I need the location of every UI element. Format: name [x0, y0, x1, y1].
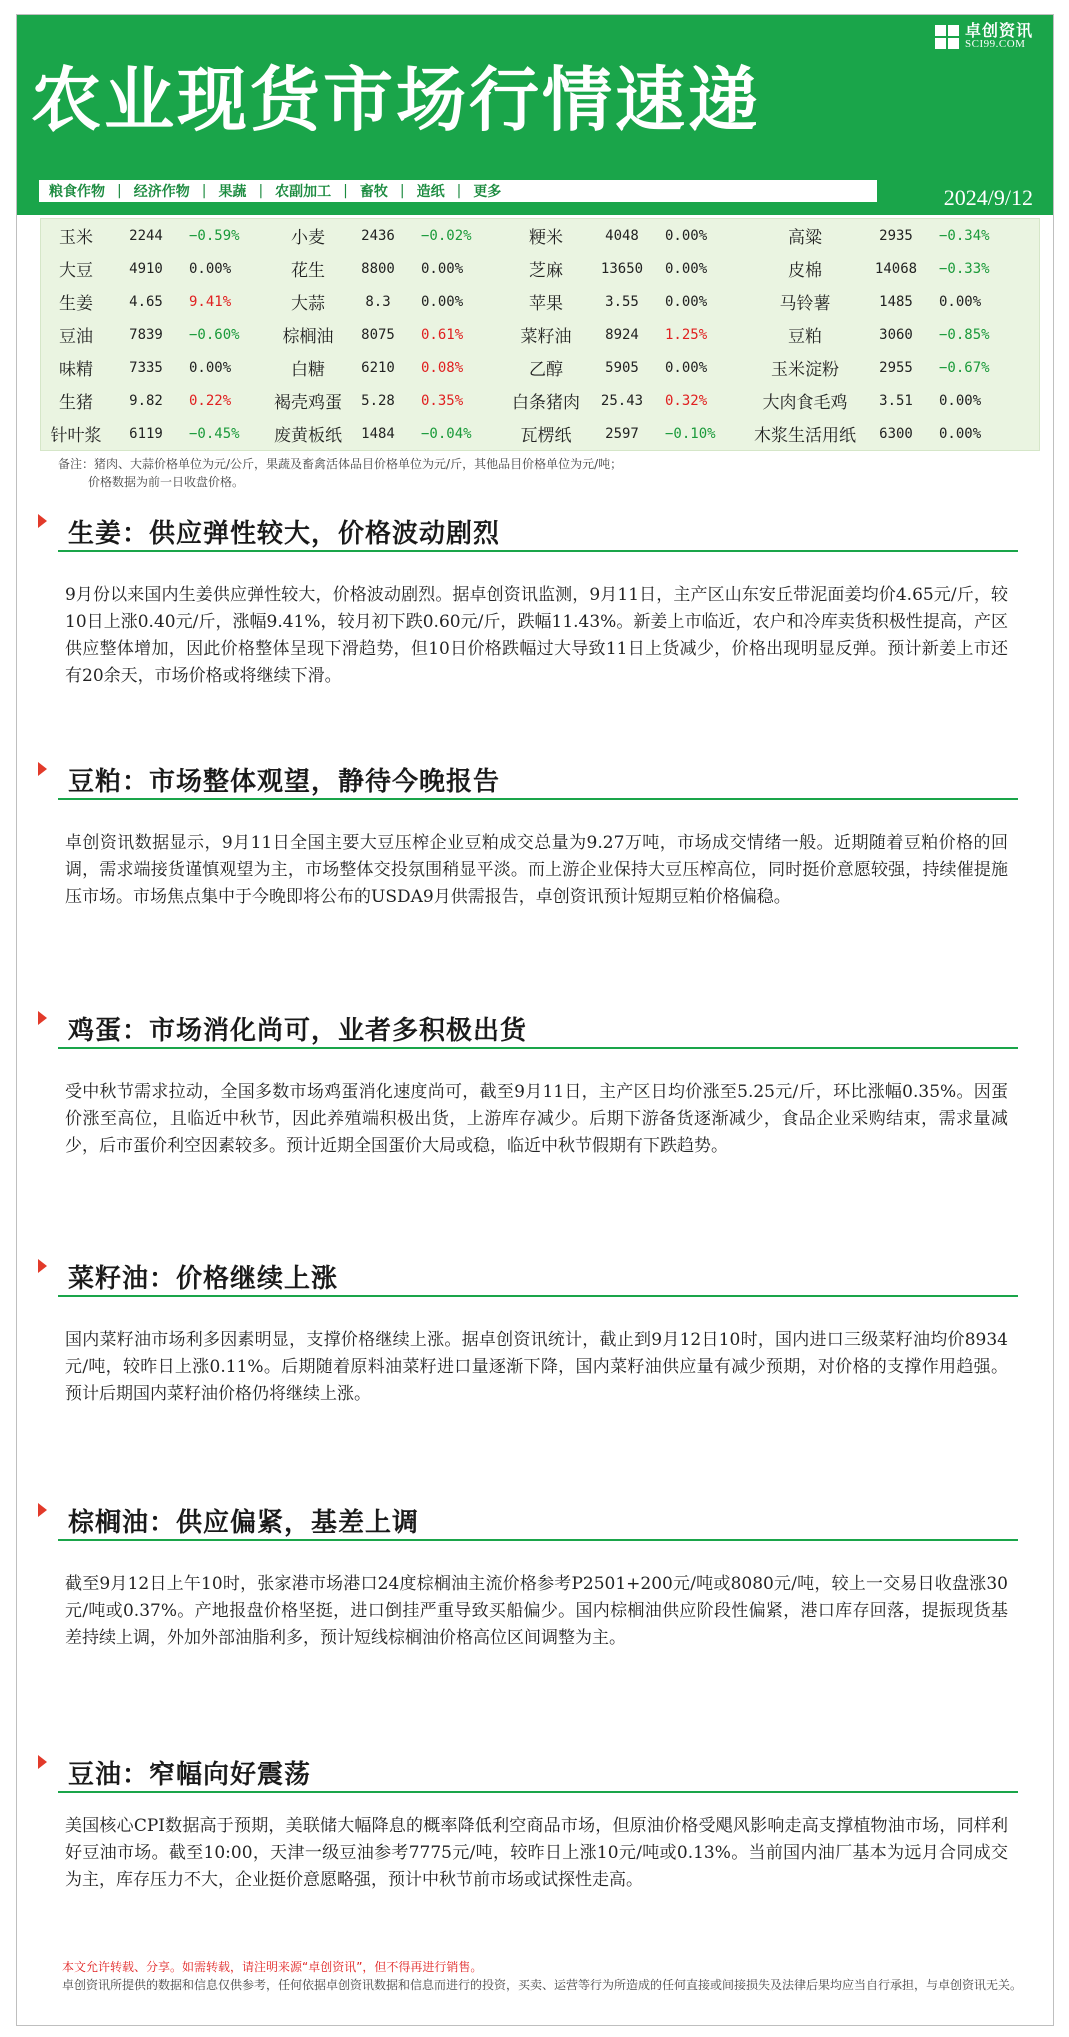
section-eggs	[38, 1009, 1018, 1160]
category-nav	[39, 180, 877, 202]
note-line-2: 价格数据为前一日收盘价格。	[88, 475, 245, 489]
triangle-marker-icon	[38, 1259, 47, 1273]
brand-domain: SCI99.COM	[964, 38, 1026, 50]
commodity-change: 0.00%	[665, 293, 708, 310]
commodity-change: −0.45%	[189, 425, 240, 442]
commodity-price: 14068	[874, 260, 918, 277]
section-header	[58, 760, 1018, 800]
section-header	[58, 1501, 1018, 1541]
commodity-price: 25.43	[600, 392, 644, 409]
section-header	[58, 1257, 1018, 1297]
header-banner	[17, 15, 1053, 215]
commodity-name: 废黄板纸	[274, 426, 342, 446]
nav-item[interactable]: 粮食作物	[49, 184, 105, 200]
section-soybean-oil	[38, 1753, 1018, 1894]
commodity-change: 0.00%	[939, 392, 982, 409]
logo-icon	[935, 25, 959, 49]
table-row	[41, 219, 1039, 252]
nav-item[interactable]: 畜牧	[359, 184, 388, 200]
triangle-marker-icon	[38, 1011, 47, 1025]
commodity-price: 8924	[605, 326, 639, 343]
section-title: 豆粕：市场整体观望，静待今晚报告	[68, 766, 501, 797]
commodity-name: 大豆	[59, 261, 93, 281]
section-title: 棕榈油：供应偏紧，基差上调	[68, 1507, 420, 1538]
commodity-price: 8075	[361, 326, 395, 343]
brand-logo[interactable]	[935, 23, 1033, 50]
commodity-price: 4048	[605, 227, 639, 244]
commodity-price: 2597	[605, 425, 639, 442]
commodity-name: 生姜	[59, 294, 93, 314]
commodity-name: 花生	[291, 261, 325, 281]
commodity-name: 高粱	[788, 228, 822, 248]
commodity-change: 0.35%	[421, 392, 464, 409]
commodity-price: 6210	[361, 359, 395, 376]
commodity-price: 3060	[879, 326, 913, 343]
commodity-name: 生猪	[59, 393, 93, 413]
commodity-price: 1485	[879, 293, 913, 310]
nav-separator: |	[258, 183, 264, 199]
section-title: 生姜：供应弹性较大，价格波动剧烈	[68, 518, 501, 549]
commodity-change: −0.04%	[421, 425, 472, 442]
section-body: 截至9月12日上午10时，张家港市场港口24度棕榈油主流价格参考P2501+200元/吨或8080元/吨，较上一交易日收盘涨30元/吨或0.37%。产地报盘价格坚挺，进口倒挂严重导致买船偏少。国内棕榈油供应阶段性偏紧，港口库存回落，提振现货基差持续上调，外加外部油脂利多，预计短线棕榈油价格高位区间调整为主。	[65, 1574, 1008, 1648]
commodity-change: −0.60%	[189, 326, 240, 343]
commodity-change: 1.25%	[665, 326, 708, 343]
brand-name: 卓创资讯	[964, 21, 1033, 40]
section-rapeseed-oil	[38, 1257, 1018, 1408]
commodity-change: 9.41%	[189, 293, 232, 310]
section-body: 国内菜籽油市场利多因素明显，支撑价格继续上涨。据卓创资讯统计，截止到9月12日10时，国内进口三级菜籽油均价8934元/吨，较昨日上涨0.11%。后期随着原料油菜籽进口量逐渐下降，国内菜籽油供应量有减少预期，对价格的支撑作用趋强。预计后期国内菜籽油价格仍将继续上涨。	[65, 1330, 1008, 1404]
nav-item[interactable]: 果蔬	[218, 184, 247, 200]
section-soymeal	[38, 760, 1018, 911]
commodity-price: 5905	[605, 359, 639, 376]
commodity-name: 木浆生活用纸	[754, 426, 856, 446]
commodity-name: 芝麻	[529, 261, 563, 281]
commodity-price: 4910	[129, 260, 163, 277]
section-header	[58, 1753, 1018, 1793]
commodity-name: 白条猪肉	[512, 393, 580, 413]
commodity-change: 0.08%	[421, 359, 464, 376]
commodity-change: −0.10%	[665, 425, 716, 442]
commodity-name: 针叶浆	[50, 426, 102, 446]
commodity-change: −0.34%	[939, 227, 990, 244]
table-row	[41, 318, 1039, 351]
table-row	[41, 417, 1039, 450]
commodity-name: 乙醇	[529, 360, 563, 380]
commodity-change: 0.61%	[421, 326, 464, 343]
commodity-name: 白糖	[291, 360, 325, 380]
section-body: 卓创资讯数据显示，9月11日全国主要大豆压榨企业豆粕成交总量为9.27万吨，市场成交情绪一般。近期随着豆粕价格的回调，需求端接货谨慎观望为主，市场整体交投氛围稍显平淡。而上游企业保持大豆压榨高位，同时挺价意愿较强，持续催提施压市场。市场焦点集中于今晚即将公布的USDA9月供需报告，卓创资讯预计短期豆粕价格偏稳。	[65, 833, 1008, 907]
commodity-change: 0.00%	[189, 359, 232, 376]
commodity-change: −0.85%	[939, 326, 990, 343]
commodity-change: −0.67%	[939, 359, 990, 376]
report-date: 2024/9/12	[943, 185, 1033, 210]
commodity-price: 8800	[361, 260, 395, 277]
table-row	[41, 285, 1039, 318]
commodity-change: −0.33%	[939, 260, 990, 277]
commodity-price: 8.3	[365, 293, 391, 310]
section-palm-oil	[38, 1501, 1018, 1652]
commodity-name: 菜籽油	[520, 327, 572, 347]
commodity-price: 4.65	[129, 293, 163, 310]
commodity-price: 6300	[879, 425, 913, 442]
triangle-marker-icon	[38, 1503, 47, 1517]
commodity-price: 13650	[600, 260, 644, 277]
commodity-name: 玉米淀粉	[771, 360, 839, 380]
triangle-marker-icon	[38, 514, 47, 528]
nav-separator: |	[399, 183, 405, 199]
section-title: 豆油：窄幅向好震荡	[68, 1759, 312, 1790]
commodity-name: 大蒜	[291, 294, 325, 314]
commodity-change: 0.00%	[421, 260, 464, 277]
commodity-change: 0.00%	[665, 227, 708, 244]
commodity-name: 大肉食毛鸡	[762, 393, 848, 413]
commodity-price: 7839	[129, 326, 163, 343]
commodity-name: 豆粕	[788, 327, 822, 347]
commodity-change: 0.00%	[421, 293, 464, 310]
section-body: 美国核心CPI数据高于预期，美联储大幅降息的概率降低利空商品市场，但原油价格受飓风影响走高支撑植物油市场，同样利好豆油市场。截至10:00，天津一级豆油参考7775元/吨，较昨日上涨10元/吨或0.13%。当前国内油厂基本为远月合同成交为主，库存压力不大，企业挺价意愿略强，预计中秋节前市场或试探性走高。	[65, 1816, 1008, 1890]
section-title: 鸡蛋：市场消化尚可，业者多积极出货	[68, 1015, 528, 1046]
triangle-marker-icon	[38, 762, 47, 776]
commodity-change: 0.32%	[665, 392, 708, 409]
note-line-1: 备注：猪肉、大蒜价格单位为元/公斤，果蔬及畜禽活体品目价格单位为元/斤，其他品目价格单位为元/吨；	[58, 457, 623, 471]
nav-separator: |	[117, 183, 122, 199]
commodity-price: 5.28	[361, 392, 395, 409]
commodity-price: 6119	[129, 425, 163, 442]
commodity-change: 0.00%	[939, 293, 982, 310]
commodity-name: 玉米	[59, 228, 93, 248]
reprint-notice: 本文允许转载、分享。如需转载，请注明来源“卓创资讯”，但不得再进行销售。	[62, 1960, 483, 1974]
nav-separator: |	[201, 183, 207, 199]
commodity-change: 0.00%	[665, 260, 708, 277]
commodity-price: 7335	[129, 359, 163, 376]
section-title: 菜籽油：价格继续上涨	[68, 1263, 339, 1294]
section-body: 受中秋节需求拉动，全国多数市场鸡蛋消化速度尚可，截至9月11日，主产区日均价涨至5.25元/斤，环比涨幅0.35%。因蛋价涨至高位，且临近中秋节，因此养殖端积极出货，上游库存减少。后期下游备货逐渐减少，食品企业采购结束，需求量减少，后市蛋价利空因素较多。预计近期全国蛋价大局或稳，临近中秋节假期有下跌趋势。	[65, 1082, 1008, 1156]
nav-separator: |	[343, 183, 348, 199]
nav-item[interactable]: 农副加工	[275, 184, 332, 200]
commodity-name: 苹果	[529, 294, 563, 314]
commodity-price: 9.82	[129, 392, 163, 409]
table-row	[41, 351, 1039, 384]
commodity-price: 2955	[879, 359, 913, 376]
commodity-name: 小麦	[291, 228, 325, 248]
commodity-name: 皮棉	[788, 261, 822, 281]
nav-item[interactable]: 造纸	[416, 184, 445, 200]
table-row	[41, 252, 1039, 285]
commodity-change: 0.00%	[939, 425, 982, 442]
commodity-price: 2436	[361, 227, 395, 244]
table-row	[41, 384, 1039, 417]
commodity-change: −0.02%	[421, 227, 472, 244]
price-table	[40, 218, 1040, 451]
commodity-change: 0.00%	[189, 260, 232, 277]
table-note	[58, 455, 622, 491]
commodity-price: 2935	[879, 227, 913, 244]
commodity-price: 3.55	[605, 293, 639, 310]
section-ginger	[38, 512, 1018, 690]
page-title: 农业现货市场行情速递	[31, 59, 761, 141]
commodity-price: 1484	[361, 425, 395, 442]
commodity-price: 3.51	[879, 392, 913, 409]
commodity-name: 味精	[59, 360, 93, 380]
nav-item[interactable]: 经济作物	[133, 184, 190, 200]
section-header	[58, 1009, 1018, 1049]
commodity-name: 棕榈油	[282, 327, 334, 347]
commodity-name: 瓦楞纸	[520, 426, 572, 446]
commodity-name: 褐壳鸡蛋	[274, 393, 342, 413]
commodity-change: 0.00%	[665, 359, 708, 376]
commodity-name: 豆油	[59, 327, 93, 347]
section-body: 9月份以来国内生姜供应弹性较大，价格波动剧烈。据卓创资讯监测，9月11日，主产区山东安丘带泥面姜均价4.65元/斤，较10日上涨0.40元/斤，涨幅9.41%，较月初下跌0.60元/斤，跌幅11.43%。新姜上市临近，农户和冷库卖货积极性提高，产区供应整体增加，因此价格整体呈现下滑趋势，但10日价格跌幅过大导致11日上货减少，价格出现明显反弹。预计新姜上市还有20余天，市场价格或将继续下滑。	[65, 585, 1008, 686]
commodity-name: 粳米	[529, 228, 563, 248]
nav-separator: |	[456, 183, 462, 199]
commodity-change: −0.59%	[189, 227, 240, 244]
disclaimer	[62, 1958, 1022, 1994]
commodity-price: 2244	[129, 227, 163, 244]
legal-disclaimer: 卓创资讯所提供的数据和信息仅供参考，任何依据卓创资讯数据和信息而进行的投资，买卖、运营等行为所造成的任何直接或间接损失及法律后果均应当自行承担，与卓创资讯无关。	[62, 1978, 1023, 1992]
commodity-change: 0.22%	[189, 392, 232, 409]
triangle-marker-icon	[38, 1755, 47, 1769]
commodity-name: 马铃薯	[779, 294, 831, 314]
nav-item[interactable]: 更多	[473, 184, 502, 200]
section-header	[58, 512, 1018, 552]
